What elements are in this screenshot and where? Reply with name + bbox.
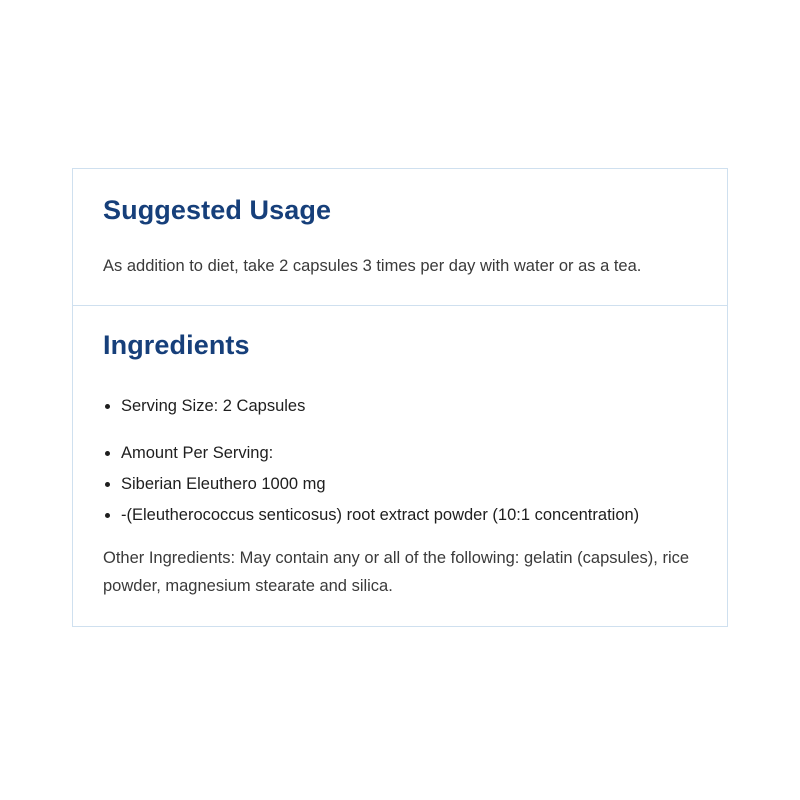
list-item (103, 500, 697, 531)
list-item-text: Siberian Eleuthero 1000 mg (121, 475, 326, 493)
list-item-text: Amount Per Serving: (121, 444, 274, 462)
ingredients-section (73, 306, 727, 600)
list-item-text: Serving Size: 2 Capsules (121, 397, 306, 415)
other-ingredients-text: Other Ingredients: May contain any or all of the following: gelatin (capsules), rice powder, magnesium stearate and silica. (103, 549, 690, 595)
bullet-icon (105, 404, 110, 409)
bullet-icon (105, 513, 110, 518)
bullet-icon (105, 451, 110, 456)
ingredients-heading: Ingredients (103, 330, 250, 360)
list-item (103, 391, 697, 422)
list-item-text: -(Eleutherococcus senticosus) root extract powder (10:1 concentration) (121, 506, 640, 524)
suggested-usage-text: As addition to diet, take 2 capsules 3 times per day with water or as a tea. (103, 257, 642, 275)
suggested-usage-section (73, 169, 727, 306)
list-item (103, 438, 697, 469)
ingredients-list (103, 391, 697, 531)
bullet-icon (105, 482, 110, 487)
list-item (103, 469, 697, 500)
suggested-usage-heading: Suggested Usage (103, 195, 332, 225)
product-info-card (72, 168, 728, 627)
